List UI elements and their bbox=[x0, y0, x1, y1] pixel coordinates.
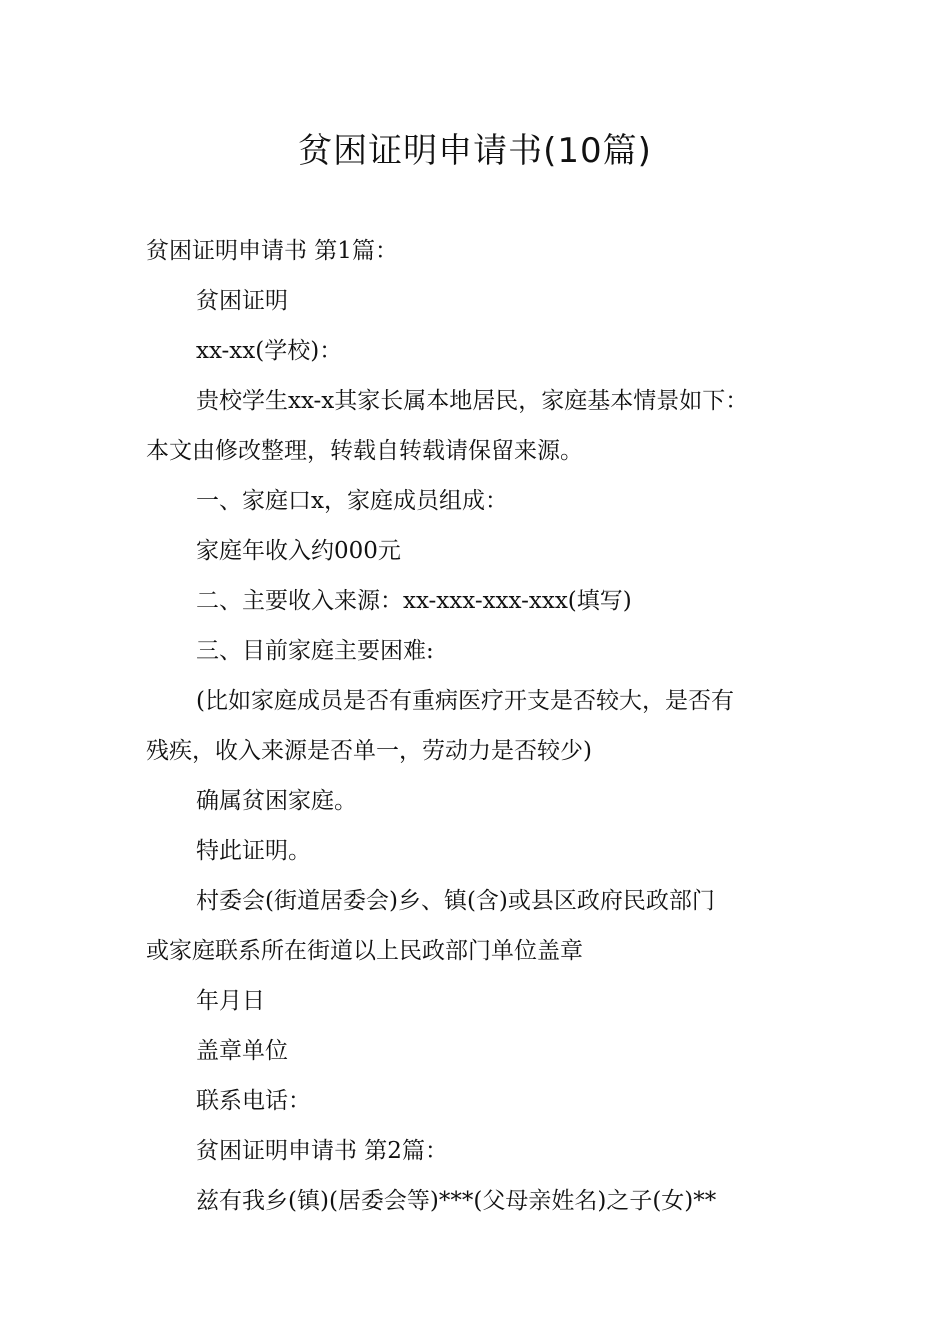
paragraph-line: 三、目前家庭主要困难: bbox=[196, 638, 434, 664]
paragraph-line: 盖章单位 bbox=[196, 1038, 288, 1064]
paragraph-line: 本文由修改整理，转载自转载请保留来源。 bbox=[146, 438, 583, 464]
paragraph-line: 年月日 bbox=[196, 988, 265, 1014]
paragraph-line: 贫困证明申请书 第2篇： bbox=[196, 1138, 448, 1164]
paragraph-line: xx-xx(学校)： bbox=[196, 338, 343, 364]
paragraph-line: 村委会(街道居委会)乡、镇(含)或县区政府民政部门 bbox=[196, 888, 715, 914]
paragraph-line: 兹有我乡(镇)(居委会等)***(父母亲姓名)之子(女)** bbox=[196, 1188, 717, 1214]
paragraph-line: 一、家庭口x，家庭成员组成： bbox=[196, 488, 508, 514]
paragraph-line: (比如家庭成员是否有重病医疗开支是否较大，是否有 bbox=[196, 688, 734, 714]
document-title: 贫困证明申请书(10篇) bbox=[298, 131, 652, 171]
paragraph-line: 家庭年收入约000元 bbox=[196, 538, 401, 564]
paragraph-line: 或家庭联系所在街道以上民政部门单位盖章 bbox=[146, 938, 583, 964]
paragraph-line: 特此证明。 bbox=[196, 838, 311, 864]
paragraph-line: 贫困证明 bbox=[196, 288, 288, 314]
document-body bbox=[146, 226, 811, 1226]
paragraph-line: 贵校学生xx-x其家长属本地居民，家庭基本情景如下： bbox=[196, 388, 749, 414]
paragraph-line: 二、主要收入来源：xx-xxx-xxx-xxx(填写) bbox=[196, 588, 632, 614]
paragraph-line: 联系电话： bbox=[196, 1088, 311, 1114]
paragraph-line: 贫困证明申请书 第1篇： bbox=[146, 238, 398, 264]
paragraph-line: 确属贫困家庭。 bbox=[196, 788, 357, 814]
paragraph-line: 残疾，收入来源是否单一，劳动力是否较少) bbox=[146, 738, 592, 764]
